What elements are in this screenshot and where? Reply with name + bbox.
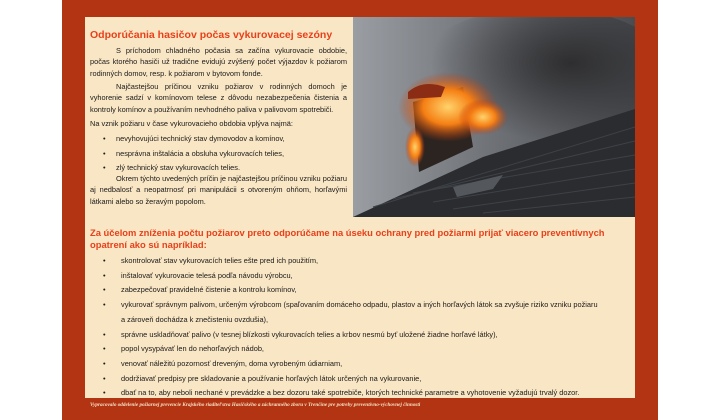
bullet-icon: • <box>103 285 106 295</box>
bullet-icon: • <box>103 300 106 310</box>
list-item: • nesprávna inštalácia a obsluha vykurovacích telies, <box>90 147 347 162</box>
bullet-icon: • <box>103 344 106 354</box>
list-item: • zabezpečovať pravidelné čistenie a kontrolu komínov, <box>90 283 630 298</box>
intro-paragraph-1: S príchodom chladného počasia sa začína vykurovacie obdobie, počas ktorého hasiči už tradične evidujú zvýšený počet výjazdov k požiarom rodinných domov, resp. k požiarom v bytovom fonde. <box>90 46 347 78</box>
intro-paragraph-4: Okrem týchto uvedených príčin je najčastejšou príčinou vzniku požiaru aj nedbalosť a neopatrnosť pri manipulácii s otvoreným ohňom, horľavými látkami alebo so žeravým popolom. <box>90 174 347 206</box>
bullet-icon: • <box>103 148 106 158</box>
causes-list <box>90 132 347 176</box>
bullet-icon: • <box>103 270 106 280</box>
recommendations-heading: Za účelom zníženia počtu požiarov preto odporúčame na úseku ochrany pred požiarmi prijať viacero preventívnych opatrení ako sú napríklad: <box>90 227 605 251</box>
bullet-icon: • <box>103 134 106 143</box>
footer-credit: Vypracovalo oddelenie požiarnej prevencie Krajského riaditeľstva Hasičského a záchranného zboru v Trenčíne pre potreby preventívno-výchovnej činnosti <box>90 402 421 408</box>
list-item: • nevyhovujúci technický stav dymovodov a komínov, <box>90 132 347 147</box>
list-item: • inštalovať vykurovacie telesá podľa návodu výrobcu, <box>90 269 630 284</box>
bullet-icon: • <box>103 388 106 398</box>
bullet-icon: • <box>103 256 106 265</box>
page-title: Odporúčania hasičov počas vykurovacej sezóny <box>90 29 333 41</box>
bullet-icon: • <box>103 329 106 339</box>
list-item: • zlý technický stav vykurovacích telies. <box>90 161 347 176</box>
list-item: • dbať na to, aby neboli nechané v prevádzke a bez dozoru také spotrebiče, ktorých technické parametre a vyhotovenie vyžadujú trvalý dozor. <box>90 386 630 401</box>
list-item: • skontrolovať stav vykurovacích telies ešte pred ich použitím, <box>90 254 630 269</box>
list-item: • popol vysypávať len do nehorľavých nádob, <box>90 342 630 357</box>
chimney-fire-image <box>353 17 635 217</box>
causes-lead: Na vznik požiaru v čase vykurovacieho obdobia vplýva najmä: <box>90 119 293 128</box>
recommendations-list <box>90 254 630 401</box>
list-item: • vykurovať správnym palivom, určeným výrobcom (spaľovaním domáceho odpadu, plastov a iných horľavých látok sa zvyšuje riziko vzniku požiaru a zároveň dochádza k znečisteniu ovzdušia), <box>103 300 598 324</box>
bullet-icon: • <box>103 358 106 368</box>
list-item: • venovať náležitú pozornosť dreveným, doma vyrobeným údiarniam, <box>90 357 630 372</box>
list-item: • dodržiavať predpisy pre skladovanie a používanie horľavých látok určených na vykurovanie, <box>90 372 630 387</box>
list-item: • správne uskladňovať palivo (v tesnej blízkosti vykurovacích telies a krbov nesmú byť uložené žiadne horľavé látky), <box>90 328 630 343</box>
chimney-fire-photo <box>353 17 635 217</box>
bullet-icon: • <box>103 163 106 172</box>
intro-paragraph-2: Najčastejšou príčinou vzniku požiarov v rodinných domoch je vyhorenie sadzí v komínovom telese z dôvodu nezabezpečenia čistenia a kontroly komínov a používaním nevhodného paliva v palivovom spotrebiči. <box>90 82 347 114</box>
bullet-icon: • <box>103 373 106 383</box>
